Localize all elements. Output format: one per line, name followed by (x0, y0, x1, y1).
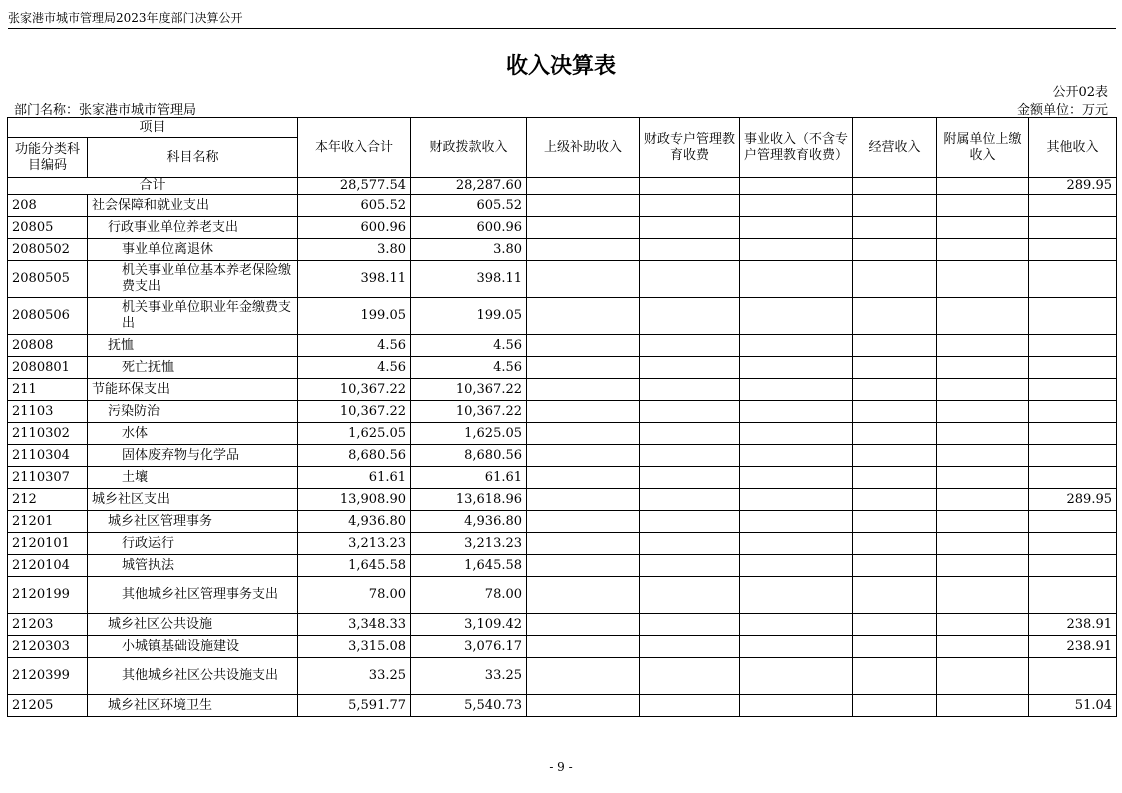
table-row (8, 298, 1117, 335)
row-code: 2080506 (8, 298, 88, 335)
empty-cell (740, 298, 853, 335)
row-code: 2120101 (8, 533, 88, 555)
total-row (8, 178, 1117, 195)
empty-cell (853, 298, 937, 335)
row-subject-name: 水体 (88, 423, 298, 445)
empty-cell (640, 555, 740, 577)
empty-cell (527, 239, 640, 261)
row-other (1029, 533, 1117, 555)
row-code: 211 (8, 379, 88, 401)
empty-cell (640, 533, 740, 555)
empty-cell (740, 614, 853, 636)
row-other: 289.95 (1029, 489, 1117, 511)
total-label: 合计 (8, 178, 298, 195)
row-code: 20808 (8, 335, 88, 357)
table-row (8, 614, 1117, 636)
row-total: 10,367.22 (298, 379, 411, 401)
row-other: 238.91 (1029, 614, 1117, 636)
row-code: 21201 (8, 511, 88, 533)
row-subject-name: 土壤 (88, 467, 298, 489)
row-subject-name: 城乡社区公共设施 (88, 614, 298, 636)
empty-cell (937, 555, 1029, 577)
empty-cell (853, 511, 937, 533)
table-row (8, 239, 1117, 261)
empty-cell (527, 217, 640, 239)
row-fiscal: 600.96 (411, 217, 527, 239)
empty-cell (853, 357, 937, 379)
row-code: 2120303 (8, 636, 88, 658)
table-row (8, 695, 1117, 717)
row-subject-name: 机关事业单位职业年金缴费支出 (88, 298, 298, 335)
row-subject-name: 其他城乡社区公共设施支出 (88, 658, 298, 695)
table-row (8, 217, 1117, 239)
empty-cell (740, 489, 853, 511)
empty-cell (937, 357, 1029, 379)
empty-cell (937, 467, 1029, 489)
empty-cell (640, 695, 740, 717)
row-total: 13,908.90 (298, 489, 411, 511)
empty-cell (640, 239, 740, 261)
empty-cell (937, 511, 1029, 533)
empty-cell (527, 489, 640, 511)
page-title: 收入决算表 (505, 54, 616, 79)
row-other (1029, 357, 1117, 379)
empty-cell (740, 577, 853, 614)
table-row (8, 423, 1117, 445)
row-code: 2110304 (8, 445, 88, 467)
row-total: 10,367.22 (298, 401, 411, 423)
empty-cell (853, 467, 937, 489)
row-fiscal: 4,936.80 (411, 511, 527, 533)
row-other (1029, 217, 1117, 239)
empty-cell (740, 423, 853, 445)
empty-cell (937, 239, 1029, 261)
empty-cell (937, 533, 1029, 555)
empty-cell (853, 636, 937, 658)
empty-cell (937, 261, 1029, 298)
row-subject-name: 污染防治 (88, 401, 298, 423)
table-row (8, 467, 1117, 489)
empty-cell (853, 335, 937, 357)
header-item: 项目 (8, 118, 298, 138)
row-code: 21205 (8, 695, 88, 717)
row-total: 4.56 (298, 335, 411, 357)
empty-cell (937, 335, 1029, 357)
empty-cell (527, 298, 640, 335)
row-subject-name: 城乡社区支出 (88, 489, 298, 511)
row-code: 20805 (8, 217, 88, 239)
row-total: 398.11 (298, 261, 411, 298)
row-subject-name: 死亡抚恤 (88, 357, 298, 379)
row-other (1029, 195, 1117, 217)
row-total: 4,936.80 (298, 511, 411, 533)
row-total: 8,680.56 (298, 445, 411, 467)
empty-cell (937, 401, 1029, 423)
row-total: 78.00 (298, 577, 411, 614)
empty-cell (640, 217, 740, 239)
row-code: 2110307 (8, 467, 88, 489)
empty-cell (740, 357, 853, 379)
row-total: 33.25 (298, 658, 411, 695)
empty-cell (937, 614, 1029, 636)
empty-cell (853, 577, 937, 614)
empty-cell (527, 511, 640, 533)
row-fiscal: 4.56 (411, 335, 527, 357)
row-other (1029, 298, 1117, 335)
row-fiscal: 33.25 (411, 658, 527, 695)
row-other (1029, 335, 1117, 357)
department-name: 部门名称：张家港市城市管理局 (14, 103, 197, 118)
empty-cell (937, 489, 1029, 511)
row-other (1029, 423, 1117, 445)
row-total: 605.52 (298, 195, 411, 217)
row-other (1029, 555, 1117, 577)
empty-cell (640, 577, 740, 614)
row-fiscal: 3.80 (411, 239, 527, 261)
empty-cell (640, 335, 740, 357)
header-func-code: 功能分类科目编码 (8, 138, 88, 178)
row-other (1029, 239, 1117, 261)
empty-cell (740, 636, 853, 658)
row-total: 61.61 (298, 467, 411, 489)
empty-cell (640, 195, 740, 217)
empty-cell (740, 379, 853, 401)
income-table (7, 117, 1117, 717)
row-total: 3,213.23 (298, 533, 411, 555)
empty-cell (527, 357, 640, 379)
row-fiscal: 10,367.22 (411, 379, 527, 401)
empty-cell (740, 217, 853, 239)
row-total: 3,315.08 (298, 636, 411, 658)
row-fiscal: 199.05 (411, 298, 527, 335)
empty-cell (937, 217, 1029, 239)
empty-cell (740, 335, 853, 357)
empty-cell (640, 636, 740, 658)
row-fiscal: 3,109.42 (411, 614, 527, 636)
empty-cell (853, 533, 937, 555)
empty-cell (527, 467, 640, 489)
empty-cell (937, 577, 1029, 614)
table-row (8, 335, 1117, 357)
empty-cell (740, 261, 853, 298)
empty-cell (527, 379, 640, 401)
empty-cell (640, 658, 740, 695)
table-row (8, 401, 1117, 423)
empty-cell (853, 695, 937, 717)
row-code: 2110302 (8, 423, 88, 445)
row-subject-name: 固体废弃物与化学品 (88, 445, 298, 467)
table-row (8, 195, 1117, 217)
empty-cell (853, 195, 937, 217)
table-row (8, 658, 1117, 695)
empty-cell (640, 614, 740, 636)
amount-unit: 金额单位：万元 (1016, 103, 1108, 118)
header-business: 事业收入（不含专户管理教育收费） (740, 118, 853, 178)
row-other (1029, 511, 1117, 533)
empty-cell (527, 445, 640, 467)
row-other (1029, 261, 1117, 298)
row-code: 2080505 (8, 261, 88, 298)
header-edu: 财政专户管理教育收费 (640, 118, 740, 178)
empty-cell (853, 489, 937, 511)
empty-cell (527, 555, 640, 577)
row-subject-name: 小城镇基础设施建设 (88, 636, 298, 658)
header-affiliated: 附属单位上缴收入 (937, 118, 1029, 178)
table-row (8, 577, 1117, 614)
total-fiscal: 28,287.60 (411, 178, 527, 195)
row-subject-name: 节能环保支出 (88, 379, 298, 401)
empty-cell (740, 695, 853, 717)
empty-cell (527, 658, 640, 695)
row-other (1029, 577, 1117, 614)
table-row (8, 533, 1117, 555)
empty-cell (853, 261, 937, 298)
empty-cell (740, 239, 853, 261)
row-fiscal: 5,540.73 (411, 695, 527, 717)
empty-cell (640, 423, 740, 445)
row-total: 5,591.77 (298, 695, 411, 717)
row-subject-name: 事业单位离退休 (88, 239, 298, 261)
row-other (1029, 379, 1117, 401)
empty-cell (853, 555, 937, 577)
page-number: - 9 - (549, 760, 573, 774)
row-subject-name: 行政事业单位养老支出 (88, 217, 298, 239)
row-fiscal: 605.52 (411, 195, 527, 217)
row-code: 2120399 (8, 658, 88, 695)
empty-cell (853, 423, 937, 445)
table-row (8, 445, 1117, 467)
empty-cell (740, 555, 853, 577)
table-row (8, 489, 1117, 511)
table-row (8, 357, 1117, 379)
table-row (8, 511, 1117, 533)
row-fiscal: 3,213.23 (411, 533, 527, 555)
table-row (8, 636, 1117, 658)
row-total: 1,645.58 (298, 555, 411, 577)
table-row (8, 555, 1117, 577)
row-subject-name: 城管执法 (88, 555, 298, 577)
empty-cell (527, 577, 640, 614)
row-other (1029, 658, 1117, 695)
row-fiscal: 10,367.22 (411, 401, 527, 423)
empty-cell (640, 379, 740, 401)
row-subject-name: 行政运行 (88, 533, 298, 555)
row-total: 4.56 (298, 357, 411, 379)
row-fiscal: 8,680.56 (411, 445, 527, 467)
row-code: 21103 (8, 401, 88, 423)
empty-cell (527, 261, 640, 298)
document-header: 张家港市城市管理局2023年度部门决算公开 (8, 11, 243, 25)
empty-cell (740, 195, 853, 217)
row-fiscal: 398.11 (411, 261, 527, 298)
row-code: 2080502 (8, 239, 88, 261)
empty-cell (527, 401, 640, 423)
empty-cell (853, 445, 937, 467)
row-fiscal: 78.00 (411, 577, 527, 614)
row-other (1029, 445, 1117, 467)
empty-cell (527, 423, 640, 445)
row-total: 600.96 (298, 217, 411, 239)
table-row (8, 379, 1117, 401)
empty-cell (740, 401, 853, 423)
empty-cell (853, 401, 937, 423)
table-code: 公开02表 (1052, 85, 1108, 100)
row-code: 2120104 (8, 555, 88, 577)
row-code: 2120199 (8, 577, 88, 614)
row-total: 1,625.05 (298, 423, 411, 445)
empty-cell (853, 658, 937, 695)
row-fiscal: 1,625.05 (411, 423, 527, 445)
row-fiscal: 13,618.96 (411, 489, 527, 511)
row-fiscal: 61.61 (411, 467, 527, 489)
total-amount: 28,577.54 (298, 178, 411, 195)
empty-cell (640, 511, 740, 533)
empty-cell (527, 636, 640, 658)
row-code: 208 (8, 195, 88, 217)
row-total: 3.80 (298, 239, 411, 261)
empty-cell (853, 217, 937, 239)
header-subject-name: 科目名称 (88, 138, 298, 178)
empty-cell (640, 401, 740, 423)
header-divider (8, 28, 1116, 29)
row-subject-name: 城乡社区环境卫生 (88, 695, 298, 717)
header-superior: 上级补助收入 (527, 118, 640, 178)
empty-cell (937, 195, 1029, 217)
row-fiscal: 1,645.58 (411, 555, 527, 577)
row-subject-name: 其他城乡社区管理事务支出 (88, 577, 298, 614)
row-subject-name: 社会保障和就业支出 (88, 195, 298, 217)
table-row (8, 261, 1117, 298)
total-other: 289.95 (1029, 178, 1117, 195)
row-total: 199.05 (298, 298, 411, 335)
row-code: 21203 (8, 614, 88, 636)
empty-cell (640, 261, 740, 298)
empty-cell (853, 614, 937, 636)
empty-cell (527, 533, 640, 555)
row-subject-name: 机关事业单位基本养老保险缴费支出 (88, 261, 298, 298)
empty-cell (937, 445, 1029, 467)
empty-cell (937, 423, 1029, 445)
empty-cell (937, 636, 1029, 658)
empty-cell (937, 379, 1029, 401)
empty-cell (937, 695, 1029, 717)
header-other: 其他收入 (1029, 118, 1117, 178)
header-total: 本年收入合计 (298, 118, 411, 178)
empty-cell (640, 298, 740, 335)
empty-cell (937, 298, 1029, 335)
empty-cell (527, 335, 640, 357)
row-other (1029, 401, 1117, 423)
empty-cell (853, 379, 937, 401)
empty-cell (740, 533, 853, 555)
empty-cell (640, 467, 740, 489)
row-subject-name: 城乡社区管理事务 (88, 511, 298, 533)
header-operating: 经营收入 (853, 118, 937, 178)
row-other: 238.91 (1029, 636, 1117, 658)
empty-cell (853, 239, 937, 261)
row-code: 212 (8, 489, 88, 511)
row-fiscal: 3,076.17 (411, 636, 527, 658)
empty-cell (740, 511, 853, 533)
empty-cell (640, 357, 740, 379)
header-fiscal: 财政拨款收入 (411, 118, 527, 178)
empty-cell (740, 467, 853, 489)
row-other (1029, 467, 1117, 489)
empty-cell (937, 658, 1029, 695)
empty-cell (527, 695, 640, 717)
empty-cell (527, 195, 640, 217)
row-code: 2080801 (8, 357, 88, 379)
row-total: 3,348.33 (298, 614, 411, 636)
empty-cell (527, 614, 640, 636)
empty-cell (740, 445, 853, 467)
empty-cell (640, 445, 740, 467)
row-other: 51.04 (1029, 695, 1117, 717)
empty-cell (640, 489, 740, 511)
row-subject-name: 抚恤 (88, 335, 298, 357)
empty-cell (740, 658, 853, 695)
row-fiscal: 4.56 (411, 357, 527, 379)
